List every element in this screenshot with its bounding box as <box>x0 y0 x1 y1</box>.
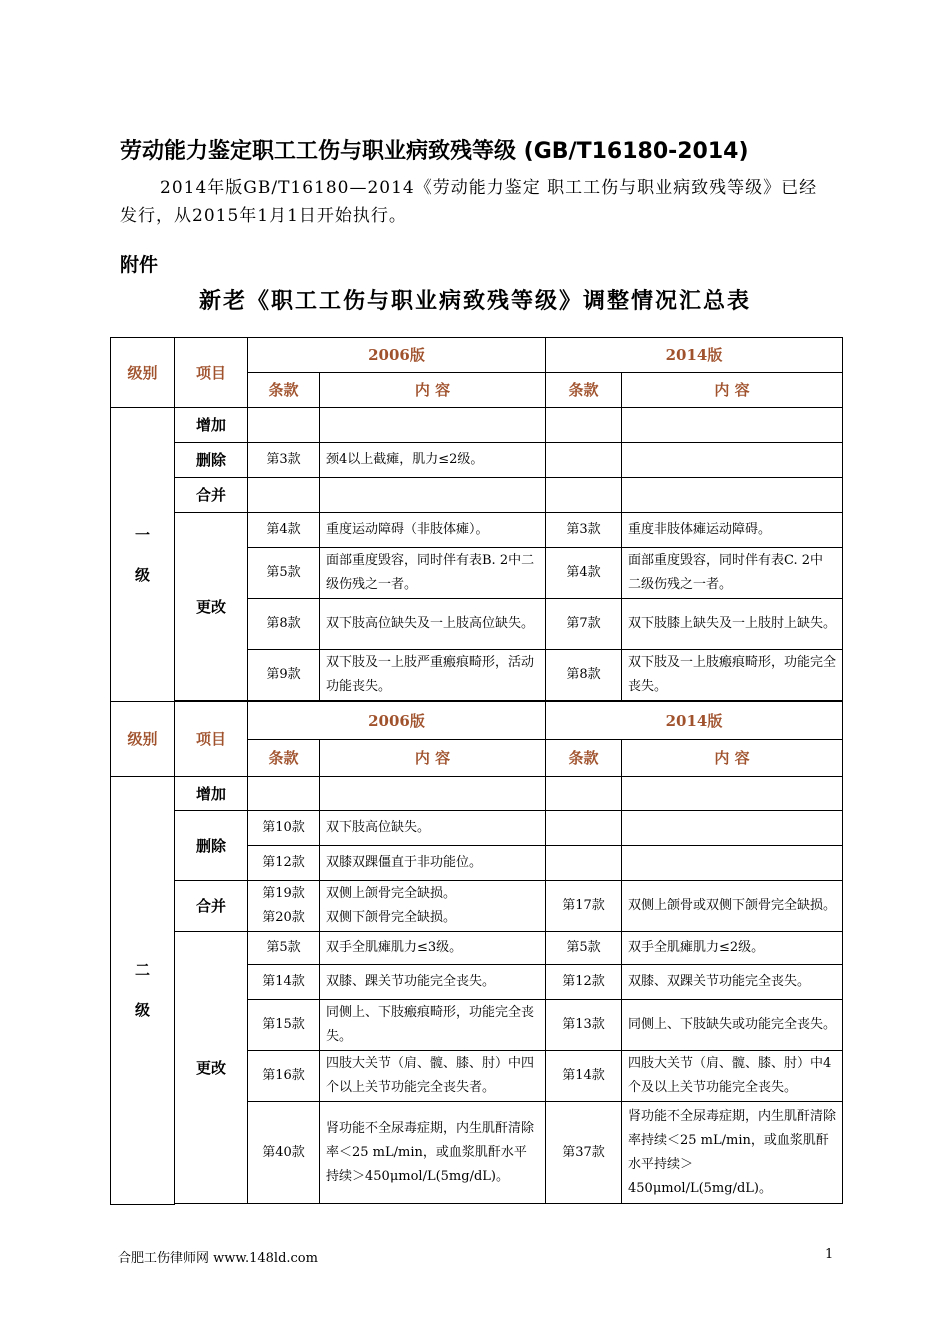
table-title: 新老《职工工伤与职业病致残等级》调整情况汇总表 <box>198 288 751 314</box>
new-clause: 第8款 <box>546 650 622 701</box>
new-clause: 第5款 <box>546 932 622 965</box>
header-content-new: 内 容 <box>622 373 843 408</box>
old-clause <box>248 881 320 932</box>
header-item: 项目 <box>175 702 248 777</box>
header-row <box>111 702 843 740</box>
op-merge: 合并 <box>175 881 248 932</box>
old-content-b: 双侧下颌骨完全缺损。 <box>326 910 457 925</box>
level-cell <box>111 408 175 702</box>
level-label: 级 <box>134 1001 150 1020</box>
new-clause: 第14款 <box>546 1051 622 1102</box>
level-cell <box>111 777 175 1205</box>
new-content: 双下肢膝上缺失及一上肢肘上缺失。 <box>622 599 843 650</box>
old-content-a: 双侧上颌骨完全缺损。 <box>326 886 457 901</box>
header-clause-new: 条款 <box>546 373 622 408</box>
page-number: 1 <box>825 1247 834 1262</box>
op-delete: 删除 <box>175 811 248 881</box>
header-item: 项目 <box>175 338 248 408</box>
new-content: 面部重度毁容，同时伴有表C. 2中二级伤残之一者。 <box>622 548 843 599</box>
old-content: 肾功能不全尿毒症期，内生肌酐清除率＜25 mL/min，或血浆肌酐水平持续＞450μmol/L(5mg/dL)。 <box>320 1102 546 1204</box>
table-row <box>111 932 843 965</box>
table-row <box>111 408 843 443</box>
table-row <box>111 443 843 478</box>
old-content: 同侧上、下肢瘢痕畸形，功能完全丧失。 <box>320 1000 546 1051</box>
old-content: 重度运动障碍（非肢体瘫）。 <box>320 513 546 548</box>
old-clause: 第9款 <box>248 650 320 701</box>
old-clause: 第14款 <box>248 965 320 1000</box>
old-clause: 第40款 <box>248 1102 320 1204</box>
header-content-old: 内 容 <box>320 740 546 777</box>
old-content: 双膝、踝关节功能完全丧失。 <box>320 965 546 1000</box>
header-content-new: 内 容 <box>622 740 843 777</box>
old-content: 双下肢高位缺失。 <box>320 811 546 846</box>
new-clause: 第12款 <box>546 965 622 1000</box>
header-2014: 2014版 <box>546 702 843 740</box>
header-2014: 2014版 <box>546 338 843 373</box>
old-clause-b: 第20款 <box>262 910 305 925</box>
header-row <box>111 338 843 373</box>
level-label: 级 <box>134 565 150 584</box>
op-merge: 合并 <box>175 478 248 513</box>
header-clause-new: 条款 <box>546 740 622 777</box>
old-clause: 第3款 <box>248 443 320 478</box>
old-content: 颈4以上截瘫，肌力≤2级。 <box>320 443 546 478</box>
old-clause: 第10款 <box>248 811 320 846</box>
new-content: 双膝、双踝关节功能完全丧失。 <box>622 965 843 1000</box>
old-clause-a: 第19款 <box>262 886 305 901</box>
comparison-table <box>110 337 843 1205</box>
new-clause: 第17款 <box>546 881 622 932</box>
header-content-old: 内 容 <box>320 373 546 408</box>
new-content: 双手全肌瘫肌力≤2级。 <box>622 932 843 965</box>
new-content: 同侧上、下肢缺失或功能完全丧失。 <box>622 1000 843 1051</box>
header-level: 级别 <box>111 338 175 408</box>
new-content: 双侧上颌骨或双侧下颌骨完全缺损。 <box>622 881 843 932</box>
attachment-label: 附件 <box>120 254 159 276</box>
op-modify: 更改 <box>175 513 248 701</box>
op-add: 增加 <box>175 408 248 443</box>
table-row <box>111 881 843 932</box>
header-clause-old: 条款 <box>248 740 320 777</box>
new-content: 四肢大关节（肩、髋、膝、肘）中4个及以上关节功能完全丧失。 <box>622 1051 843 1102</box>
op-delete: 删除 <box>175 443 248 478</box>
header-clause-old: 条款 <box>248 373 320 408</box>
table-row <box>111 811 843 846</box>
intro-paragraph: 2014年版GB/T16180—2014《劳动能力鉴定 职工工伤与职业病致残等级》已经发行，从2015年1月1日开始执行。 <box>120 178 818 226</box>
new-content: 肾功能不全尿毒症期，内生肌酐清除率持续＜25 mL/min，或血浆肌酐水平持续＞450μmol/L(5mg/dL)。 <box>622 1102 843 1204</box>
new-content: 重度非肢体瘫运动障碍。 <box>622 513 843 548</box>
level-label: 二 <box>134 961 150 980</box>
old-content: 双膝双踝僵直于非功能位。 <box>320 846 546 881</box>
table-row <box>111 777 843 811</box>
new-clause: 第4款 <box>546 548 622 599</box>
old-clause: 第4款 <box>248 513 320 548</box>
table-row <box>111 478 843 513</box>
header-level: 级别 <box>111 702 175 777</box>
op-modify: 更改 <box>175 932 248 1204</box>
old-clause: 第16款 <box>248 1051 320 1102</box>
old-content: 双手全肌瘫肌力≤3级。 <box>320 932 546 965</box>
table-row <box>111 513 843 548</box>
new-clause: 第3款 <box>546 513 622 548</box>
new-clause: 第13款 <box>546 1000 622 1051</box>
header-2006: 2006版 <box>248 702 546 740</box>
new-clause: 第7款 <box>546 599 622 650</box>
op-add: 增加 <box>175 777 248 811</box>
header-2006: 2006版 <box>248 338 546 373</box>
level-label: 一 <box>134 525 150 544</box>
old-content: 四肢大关节（肩、髋、膝、肘）中四个以上关节功能完全丧失者。 <box>320 1051 546 1102</box>
footer-site: 合肥工伤律师网 www.148ld.com <box>118 1251 318 1266</box>
document-title: 劳动能力鉴定职工工伤与职业病致残等级 (GB/T16180-2014) <box>120 139 749 164</box>
old-clause: 第8款 <box>248 599 320 650</box>
old-content: 面部重度毁容，同时伴有表B. 2中二级伤残之一者。 <box>320 548 546 599</box>
old-clause: 第15款 <box>248 1000 320 1051</box>
old-clause: 第5款 <box>248 548 320 599</box>
old-clause: 第12款 <box>248 846 320 881</box>
new-clause: 第37款 <box>546 1102 622 1204</box>
old-clause: 第5款 <box>248 932 320 965</box>
old-content: 双下肢及一上肢严重瘢痕畸形，活动功能丧失。 <box>320 650 546 701</box>
new-content: 双下肢及一上肢瘢痕畸形，功能完全丧失。 <box>622 650 843 701</box>
old-content <box>320 881 546 932</box>
old-content: 双下肢高位缺失及一上肢高位缺失。 <box>320 599 546 650</box>
